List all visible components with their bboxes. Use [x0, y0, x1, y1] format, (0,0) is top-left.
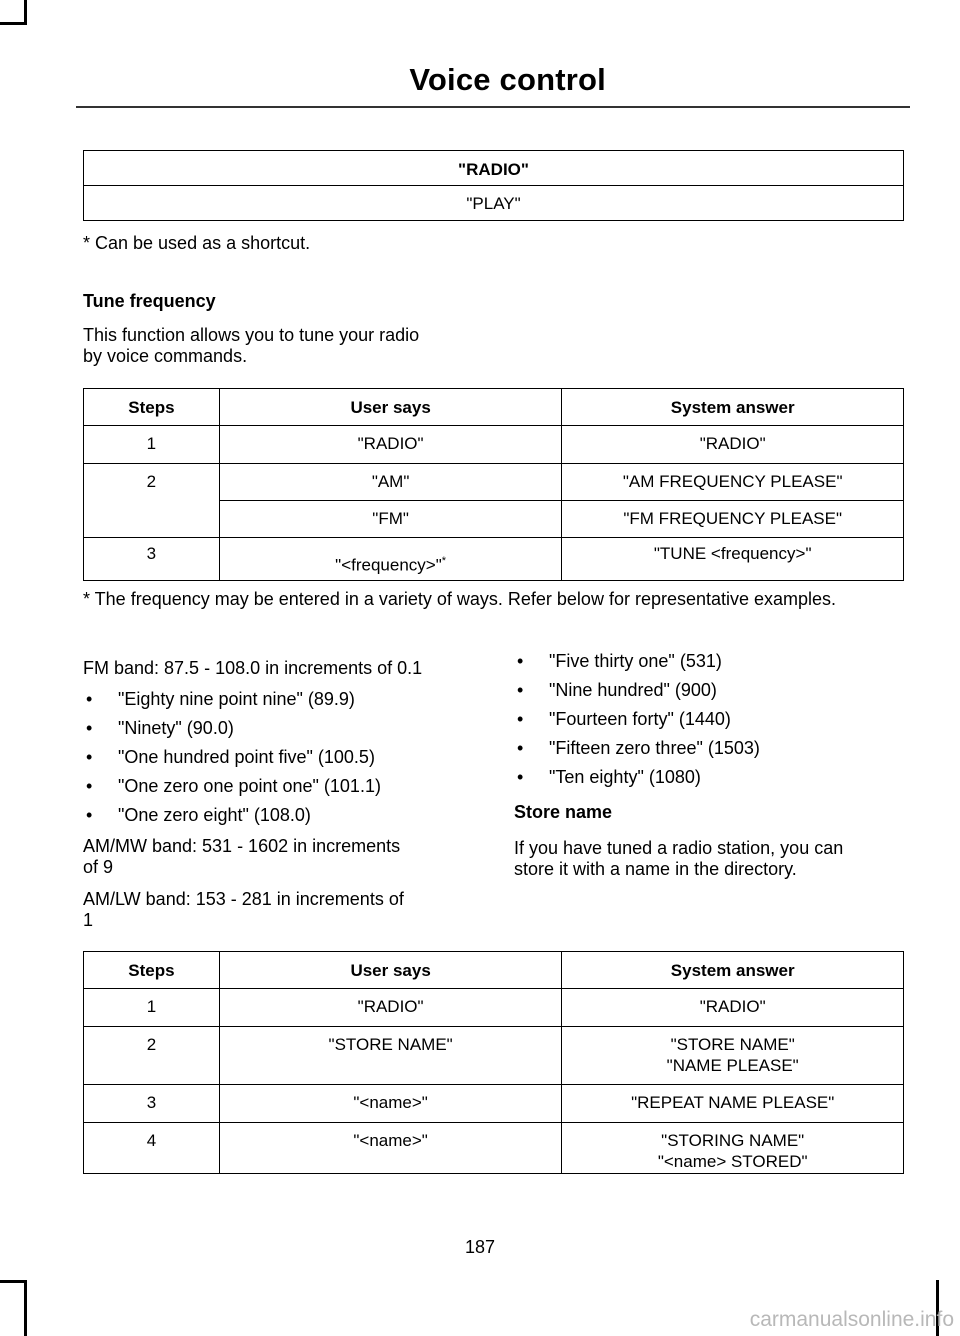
am-examples-list	[514, 651, 760, 796]
answer-line: "STORING NAME"	[661, 1131, 805, 1150]
step-cell: 2	[84, 1027, 220, 1085]
user-says-cell: "<name>"	[219, 1085, 562, 1123]
lw-band-text	[83, 889, 404, 931]
list-item: • "Eighty nine point nine" (89.9)	[83, 689, 381, 718]
user-says-cell: "RADIO"	[219, 989, 562, 1027]
col-header-steps: Steps	[84, 952, 220, 989]
system-answer-cell: "FM FREQUENCY PLEASE"	[562, 501, 904, 538]
list-item: • "One hundred point five" (100.5)	[83, 747, 381, 776]
radio-play-table	[83, 150, 904, 221]
system-answer-cell	[562, 1027, 904, 1085]
store-intro	[514, 838, 843, 880]
system-answer-cell	[562, 1123, 904, 1174]
lw-band-line: AM/LW band: 153 - 281 in increments of	[83, 889, 404, 909]
col-header-user-says: User says	[219, 952, 562, 989]
frequency-text: "<frequency>"	[335, 555, 442, 575]
list-item: • "One zero one point one" (101.1)	[83, 776, 381, 805]
system-answer-cell: "RADIO"	[562, 989, 904, 1027]
mw-band-line: AM/MW band: 531 - 1602 in increments	[83, 836, 401, 856]
list-item: • "One zero eight" (108.0)	[83, 805, 381, 834]
col-header-user-says: User says	[219, 389, 562, 426]
col-header-system-answer: System answer	[562, 389, 904, 426]
user-says-cell: "<name>"	[219, 1123, 562, 1174]
tune-intro	[83, 325, 419, 367]
col-header-steps: Steps	[84, 389, 220, 426]
system-answer-cell: "AM FREQUENCY PLEASE"	[562, 464, 904, 501]
col-header-system-answer: System answer	[562, 952, 904, 989]
list-item: • "Five thirty one" (531)	[514, 651, 760, 680]
store-intro-line: store it with a name in the directory.	[514, 859, 797, 879]
footnote-marker: *	[441, 555, 447, 567]
shortcut-note: * Can be used as a shortcut.	[83, 233, 311, 253]
list-item: • "Fifteen zero three" (1503)	[514, 738, 760, 767]
answer-line: "STORE NAME"	[670, 1035, 795, 1054]
system-answer-cell: "REPEAT NAME PLEASE"	[562, 1085, 904, 1123]
store-intro-line: If you have tuned a radio station, you can	[514, 838, 844, 858]
user-says-cell: "STORE NAME"	[219, 1027, 562, 1085]
answer-line: "NAME PLEASE"	[666, 1056, 799, 1075]
table-row: "RADIO"	[84, 151, 904, 186]
page-number: 187	[464, 1237, 496, 1257]
tune-frequency-table	[83, 388, 904, 581]
store-name-table	[83, 951, 904, 1174]
system-answer-cell: "RADIO"	[562, 426, 904, 464]
fm-examples-list	[83, 689, 381, 834]
watermark[interactable]: carmanualsonline.info	[749, 1308, 954, 1331]
step-cell: 4	[84, 1123, 220, 1174]
list-item: • "Nine hundred" (900)	[514, 680, 760, 709]
mw-band-text	[83, 836, 400, 878]
crop-mark	[0, 1280, 24, 1283]
table-row: "PLAY"	[84, 186, 904, 221]
user-says-cell: "RADIO"	[219, 426, 562, 464]
list-item: • "Fourteen forty" (1440)	[514, 709, 760, 738]
fm-band-text: FM band: 87.5 - 108.0 in increments of 0.1	[83, 658, 423, 678]
store-name-heading: Store name	[514, 802, 613, 822]
user-says-cell: "FM"	[219, 501, 562, 538]
step-cell: 3	[84, 538, 220, 581]
step-cell: 1	[84, 426, 220, 464]
list-item: • "Ninety" (90.0)	[83, 718, 381, 747]
page-title: Voice control	[409, 62, 606, 97]
step-cell: 3	[84, 1085, 220, 1123]
crop-mark	[0, 22, 24, 25]
system-answer-cell: "TUNE <frequency>"	[562, 538, 904, 581]
list-item: • "Ten eighty" (1080)	[514, 767, 760, 796]
lw-band-line: 1	[83, 910, 94, 930]
header-rule	[76, 106, 910, 108]
answer-line: "<name> STORED"	[657, 1152, 808, 1171]
user-says-cell	[219, 538, 562, 581]
step-cell: 2	[84, 464, 220, 538]
crop-mark	[24, 0, 27, 25]
mw-band-line: of 9	[83, 857, 114, 877]
step-cell: 1	[84, 989, 220, 1027]
tune-intro-line: by voice commands.	[83, 346, 248, 366]
tune-frequency-heading: Tune frequency	[83, 291, 216, 311]
frequency-note: * The frequency may be entered in a variety of ways. Refer below for representative examples.	[83, 589, 837, 609]
tune-intro-line: This function allows you to tune your radio	[83, 325, 420, 345]
crop-mark	[24, 1280, 27, 1336]
user-says-cell: "AM"	[219, 464, 562, 501]
